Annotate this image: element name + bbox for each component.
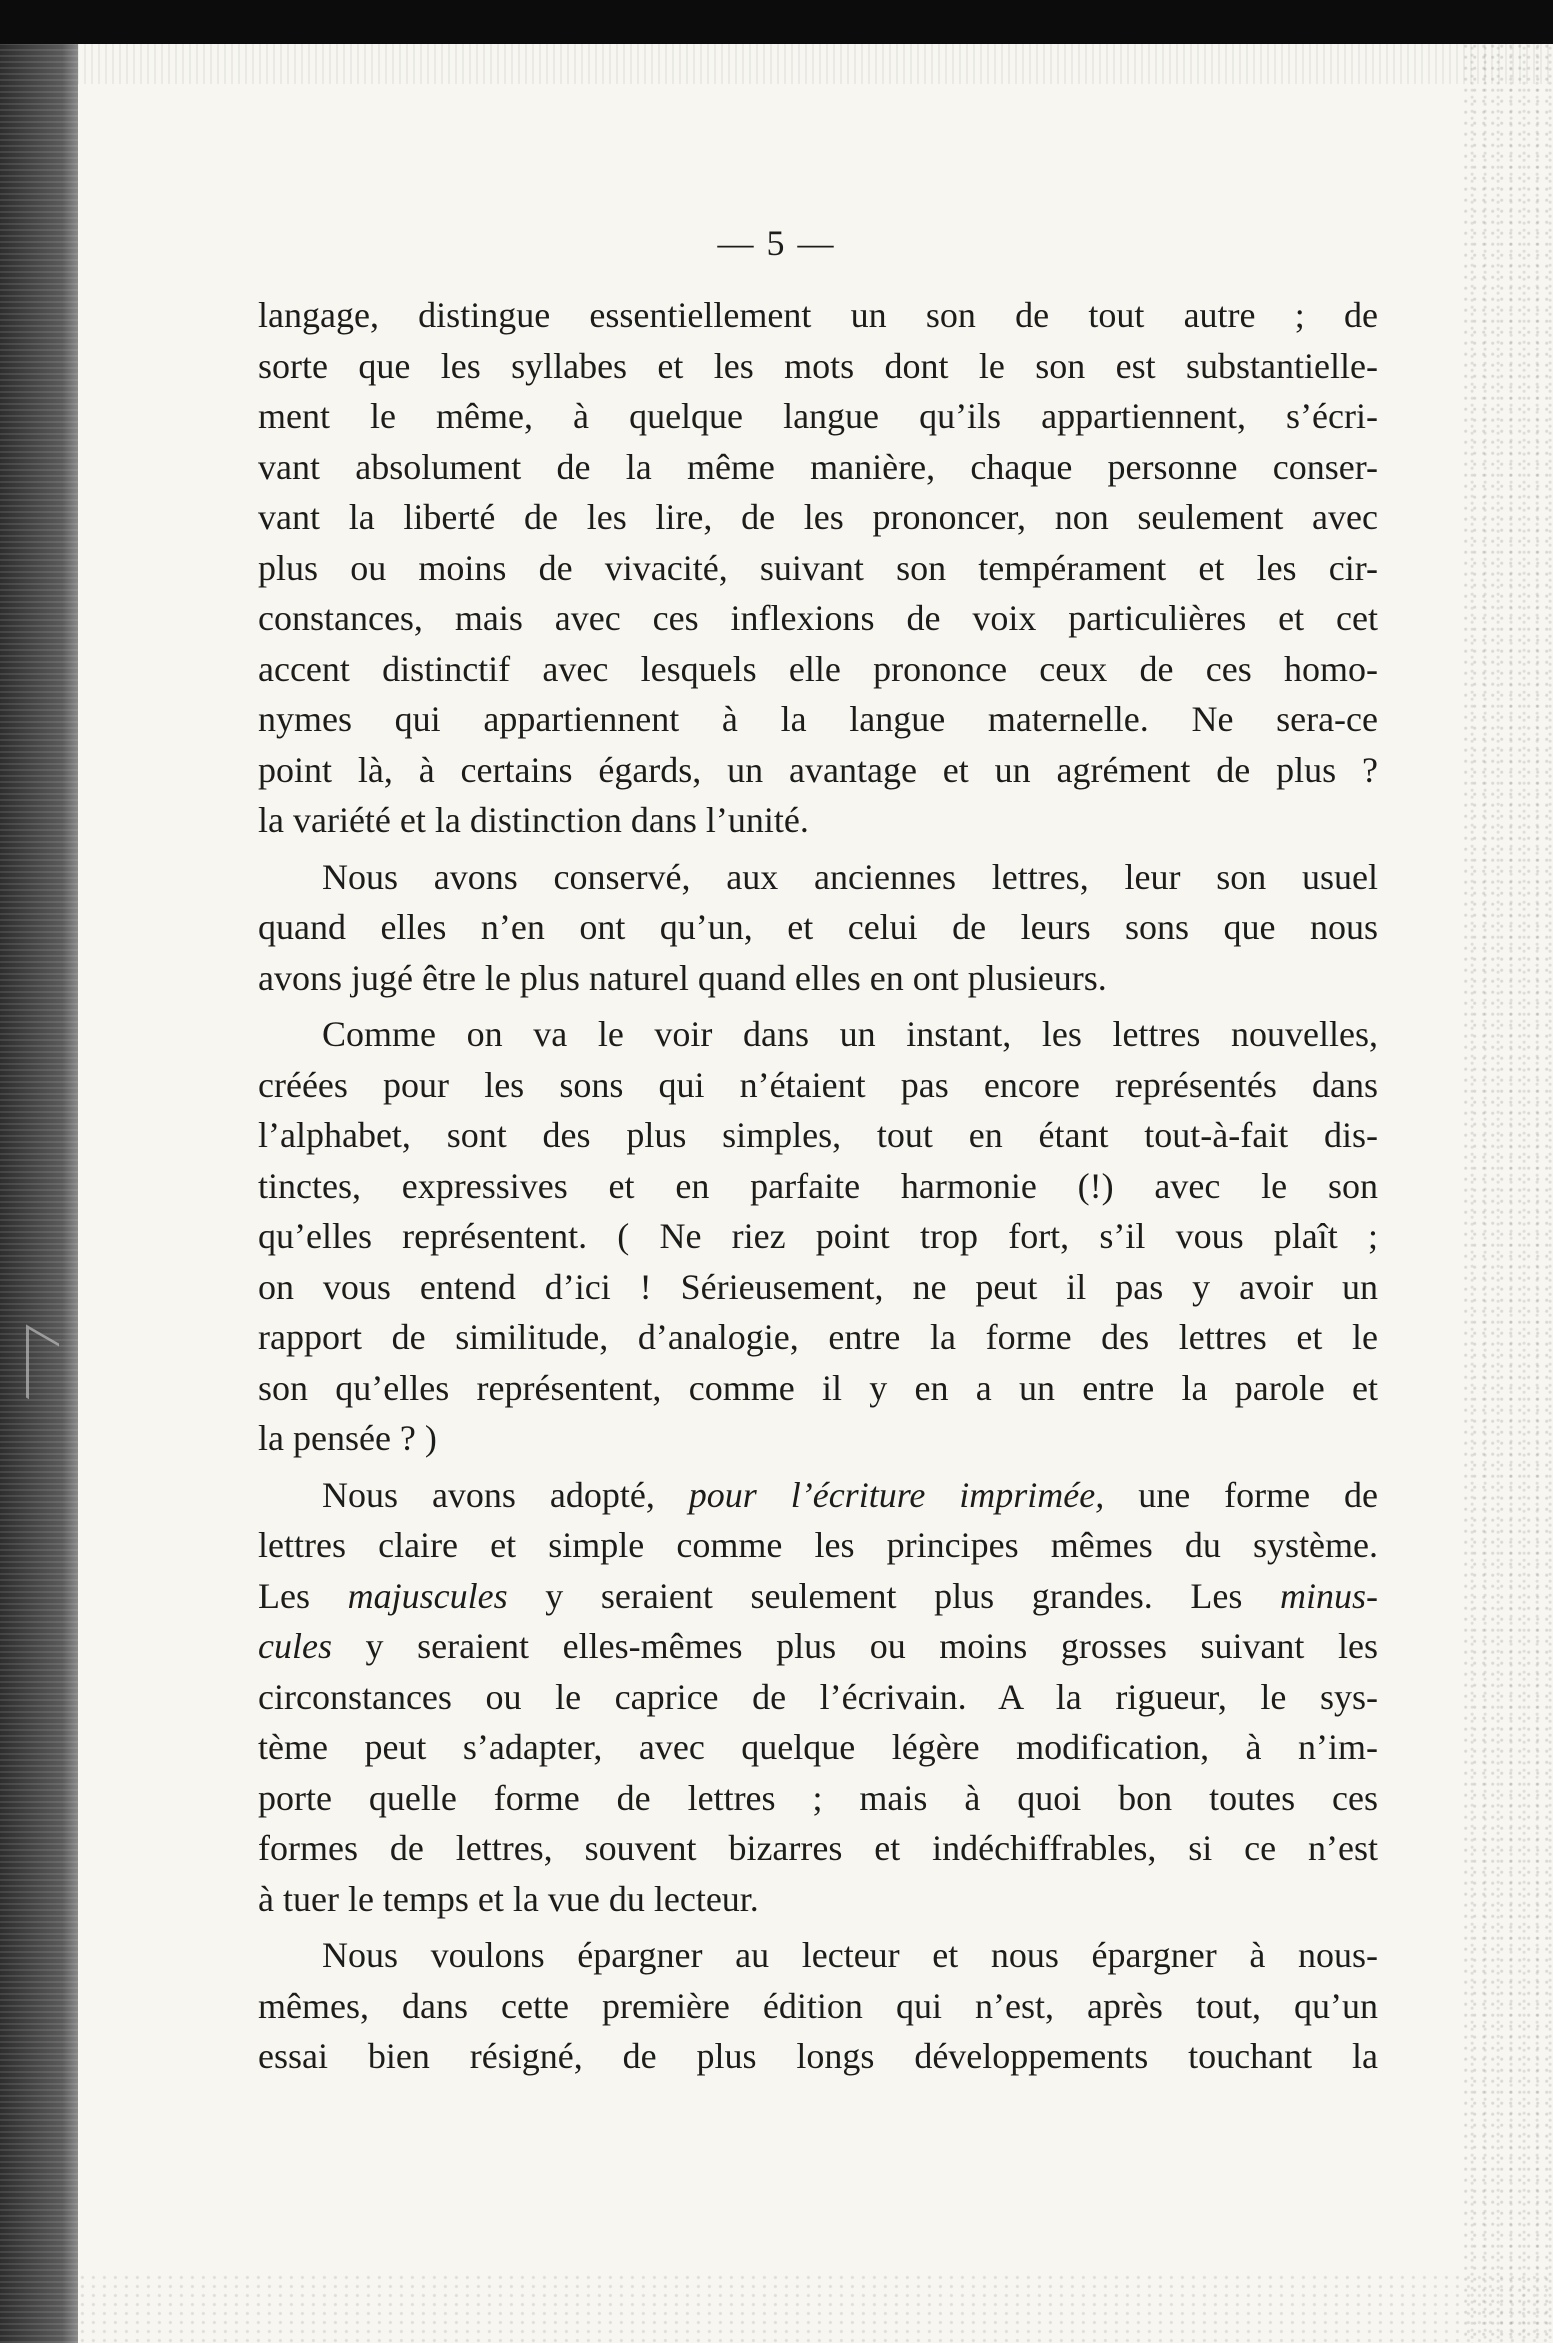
text-line: plus ou moins de vivacité, suivant son tempérament et les cir- bbox=[258, 547, 1378, 588]
text-line: tème peut s’adapter, avec quelque légère modification, à n’im- bbox=[258, 1727, 1378, 1767]
text-line: tinctes, expressives et en parfaite harmonie (!) avec le son bbox=[258, 1165, 1378, 1206]
text-line bbox=[258, 1621, 1378, 1672]
scan-top-border bbox=[0, 0, 1553, 44]
text-segment: y seraient seulement plus grandes. Les bbox=[507, 1575, 1280, 1616]
text-segment: Les bbox=[258, 1575, 348, 1616]
paragraph-2 bbox=[258, 852, 1378, 1004]
text-line: sorte que les syllabes et les mots dont le son est substantielle- bbox=[258, 345, 1378, 386]
text-line: point là, à certains égards, un avantage et un agrément de plus ? bbox=[258, 749, 1378, 790]
scan-bottom-speckle bbox=[78, 2273, 1553, 2343]
scan-binding-edge bbox=[0, 44, 78, 2343]
text-line: formes de lettres, souvent bizarres et indéchiffrables, si ce n’est bbox=[258, 1828, 1378, 1868]
italic-segment: cules bbox=[258, 1626, 332, 1666]
text-line: lettres claire et simple comme les principes mêmes du système. bbox=[258, 1525, 1378, 1565]
text-line: constances, mais avec ces inflexions de voix particulières et cet bbox=[258, 598, 1378, 638]
text-line: la variété et la distinction dans l’unité. bbox=[258, 800, 809, 840]
text-line: avons jugé être le plus naturel quand elles en ont plusieurs. bbox=[258, 957, 1107, 998]
binding-mark bbox=[26, 1324, 59, 1416]
paragraph-3 bbox=[258, 1009, 1378, 1464]
text-line: la pensée ? ) bbox=[258, 1418, 437, 1458]
text-line: qu’elles représentent. ( Ne riez point trop fort, s’il vous plaît ; bbox=[258, 1216, 1378, 1256]
paragraph-4 bbox=[258, 1470, 1378, 1925]
text-line: circonstances ou le caprice de l’écrivain. A la rigueur, le sys- bbox=[258, 1676, 1378, 1717]
scan-right-speckle bbox=[1463, 44, 1553, 2343]
text-segment: Nous avons adopté, bbox=[322, 1474, 689, 1515]
italic-segment: minus- bbox=[1280, 1575, 1378, 1616]
paragraph-1 bbox=[258, 290, 1378, 846]
text-line: ment le même, à quelque langue qu’ils appartiennent, s’écri- bbox=[258, 396, 1378, 436]
italic-segment: pour l’écriture imprimée, bbox=[688, 1474, 1105, 1515]
scan-top-noise bbox=[0, 44, 1553, 84]
text-segment: y seraient elles-mêmes plus ou moins grosses suivant les bbox=[331, 1626, 1378, 1666]
text-segment: une forme de bbox=[1104, 1474, 1378, 1515]
body-text bbox=[258, 290, 1378, 2082]
text-line: vant la liberté de les lire, de les prononcer, non seulement avec bbox=[258, 497, 1378, 537]
text-line: quand elles n’en ont qu’un, et celui de leurs sons que nous bbox=[258, 907, 1378, 947]
text-line: Comme on va le voir dans un instant, les lettres nouvelles, bbox=[322, 1014, 1378, 1054]
text-line: rapport de similitude, d’analogie, entre la forme des lettres et le bbox=[258, 1317, 1378, 1357]
text-line: Nous avons conservé, aux anciennes lettres, leur son usuel bbox=[322, 856, 1378, 897]
text-line: on vous entend d’ici ! Sérieusement, ne peut il pas y avoir un bbox=[258, 1266, 1378, 1307]
text-line: accent distinctif avec lesquels elle prononce ceux de ces homo- bbox=[258, 648, 1378, 689]
italic-segment: majuscules bbox=[347, 1575, 508, 1616]
text-line: langage, distingue essentiellement un son de tout autre ; de bbox=[258, 295, 1378, 335]
text-line: mêmes, dans cette première édition qui n’est, après tout, qu’un bbox=[258, 1985, 1378, 2026]
text-line: nymes qui appartiennent à la langue maternelle. Ne sera-ce bbox=[258, 699, 1378, 739]
text-line: essai bien résigné, de plus longs développements touchant la bbox=[258, 2036, 1378, 2076]
text-line: son qu’elles représentent, comme il y en a un entre la parole et bbox=[258, 1367, 1378, 1408]
page-number: — 5 — bbox=[717, 223, 836, 263]
text-line bbox=[258, 1470, 1378, 1521]
text-line: créées pour les sons qui n’étaient pas encore représentés dans bbox=[258, 1064, 1378, 1105]
text-line: l’alphabet, sont des plus simples, tout en étant tout-à-fait dis- bbox=[258, 1115, 1378, 1155]
text-line: porte quelle forme de lettres ; mais à quoi bon toutes ces bbox=[258, 1777, 1378, 1818]
text-line: vant absolument de la même manière, chaque personne conser- bbox=[258, 446, 1378, 487]
text-line bbox=[258, 1571, 1378, 1622]
text-line: Nous voulons épargner au lecteur et nous épargner à nous- bbox=[322, 1935, 1378, 1975]
text-line: à tuer le temps et la vue du lecteur. bbox=[258, 1878, 759, 1919]
paragraph-5 bbox=[258, 1930, 1378, 2082]
